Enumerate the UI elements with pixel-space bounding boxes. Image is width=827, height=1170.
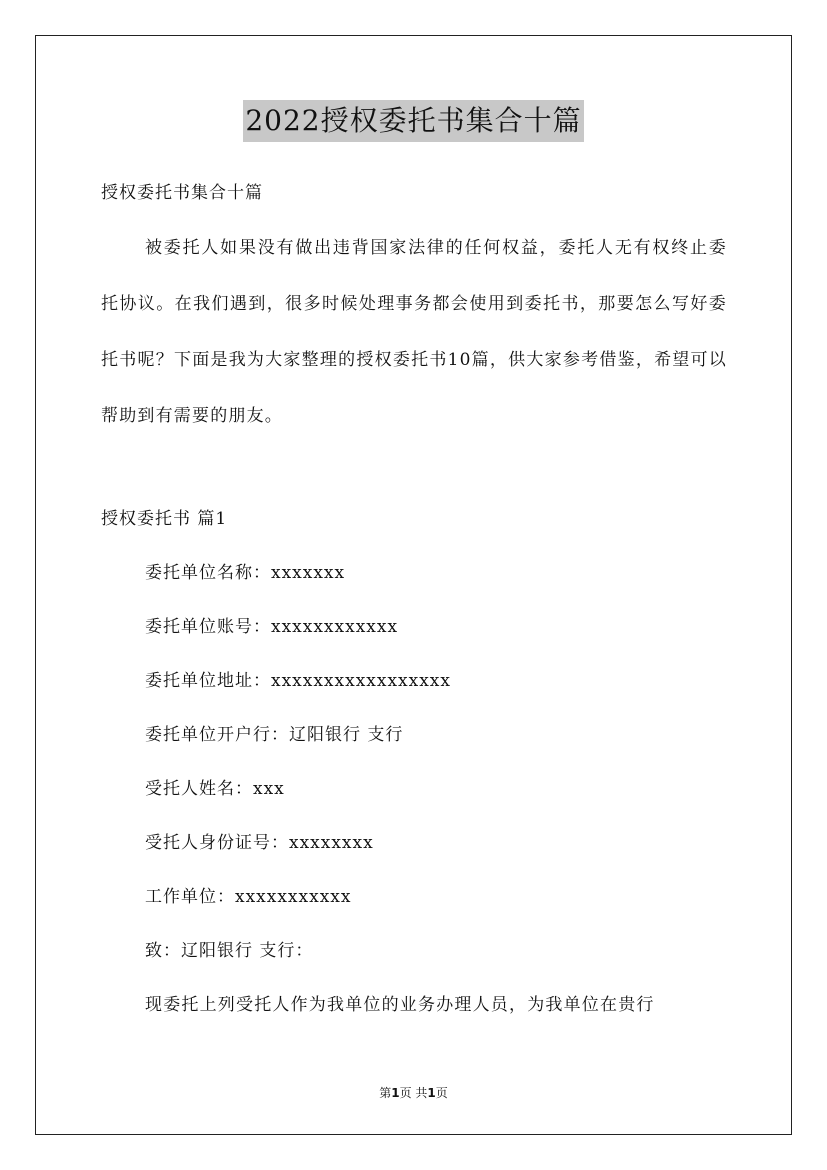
field-entrusting-unit-name: 委托单位名称：xxxxxxx	[145, 563, 346, 583]
footer-page-total: 1	[427, 1086, 436, 1100]
field-entrusting-unit-account: 委托单位账号：xxxxxxxxxxxx	[145, 617, 399, 637]
footer-page-current: 1	[391, 1086, 400, 1100]
field-trustee-id-number: 受托人身份证号：xxxxxxxx	[145, 833, 374, 853]
section-heading: 授权委托书 篇1	[101, 509, 228, 529]
intro-paragraph: 被委托人如果没有做出违背国家法律的任何权益，委托人无有权终止委托协议。在我们遇到，很多时候处理事务都会使用到委托书，那要怎么写好委托书呢？下面是我为大家整理的授权委托书10篇，供大家参考借鉴，希望可以帮助到有需要的朋友。	[101, 238, 727, 426]
footer-page-prefix: 第	[379, 1086, 392, 1100]
page-footer	[0, 1084, 827, 1101]
field-entrusting-unit-bank: 委托单位开户行：辽阳银行 支行	[145, 725, 404, 745]
field-trustee-name: 受托人姓名：xxx	[145, 779, 285, 799]
footer-page-mid: 页 共	[399, 1086, 428, 1100]
document-title: 2022授权委托书集合十篇	[243, 100, 583, 142]
footer-page-suffix: 页	[435, 1086, 448, 1100]
field-entrusting-unit-address: 委托单位地址：xxxxxxxxxxxxxxxxx	[145, 671, 451, 691]
body-paragraph: 现委托上列受托人作为我单位的业务办理人员，为我单位在贵行	[145, 995, 655, 1015]
field-addressee: 致：辽阳银行 支行：	[145, 941, 314, 961]
title-wrap	[0, 100, 827, 142]
field-work-unit: 工作单位：xxxxxxxxxxx	[145, 887, 352, 907]
document-body	[101, 166, 731, 1032]
document-subtitle: 授权委托书集合十篇	[101, 183, 263, 203]
